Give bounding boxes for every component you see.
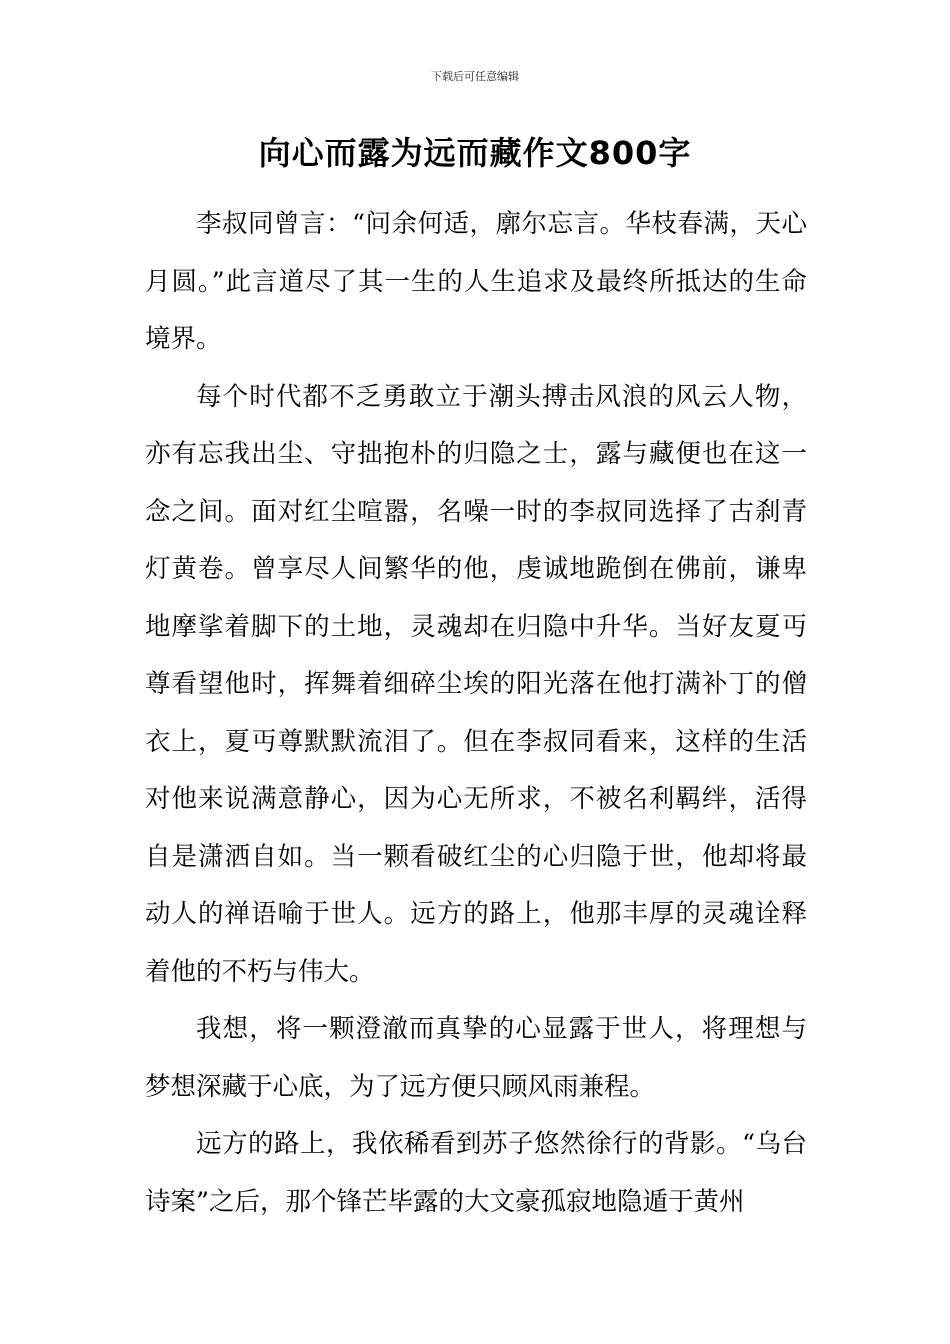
header-note: 下载后可任意编辑 xyxy=(431,70,519,83)
document-title: 向心而露为远而藏作文800字 xyxy=(258,134,692,172)
paragraph-1: 李叔同曾言：“问余何适，廓尔忘言。华枝春满，天心月圆。”此言道尽了其一生的人生追求及最终所抵达的生命境界。 xyxy=(145,209,807,354)
paragraph-2: 每个时代都不乏勇敢立于潮头搏击风浪的风云人物，亦有忘我出尘、守拙抱朴的归隐之士，露与藏便也在这一念之间。面对红尘喧嚣，名噪一时的李叔同选择了古刹青灯黄卷。曾享尽人间繁华的他，虔诚地跪倒在佛前，谦卑地摩挲着脚下的土地，灵魂却在归隐中升华。当好友夏丏尊看望他时，挥舞着细碎尘埃的阳光落在他打满补丁的僧衣上，夏丏尊默默流泪了。但在李叔同看来，这样的生活对他来说满意静心，因为心无所求，不被名利羁绊，活得自是潇洒自如。当一颗看破红尘的心归隐于世，他却将最动人的禅语喻于世人。远方的路上，他那丰厚的灵魂诠释着他的不朽与伟大。 xyxy=(145,381,807,987)
paragraph-3: 我想，将一颗澄澈而真挚的心显露于世人，将理想与梦想深藏于心底，为了远方便只顾风雨兼程。 xyxy=(145,1014,807,1102)
document-body xyxy=(145,196,807,1231)
paragraph-4: 远方的路上，我依稀看到苏子悠然徐行的背影。“乌台诗案”之后，那个锋芒毕露的大文豪孤寂地隐遁于黄州 xyxy=(145,1129,807,1217)
